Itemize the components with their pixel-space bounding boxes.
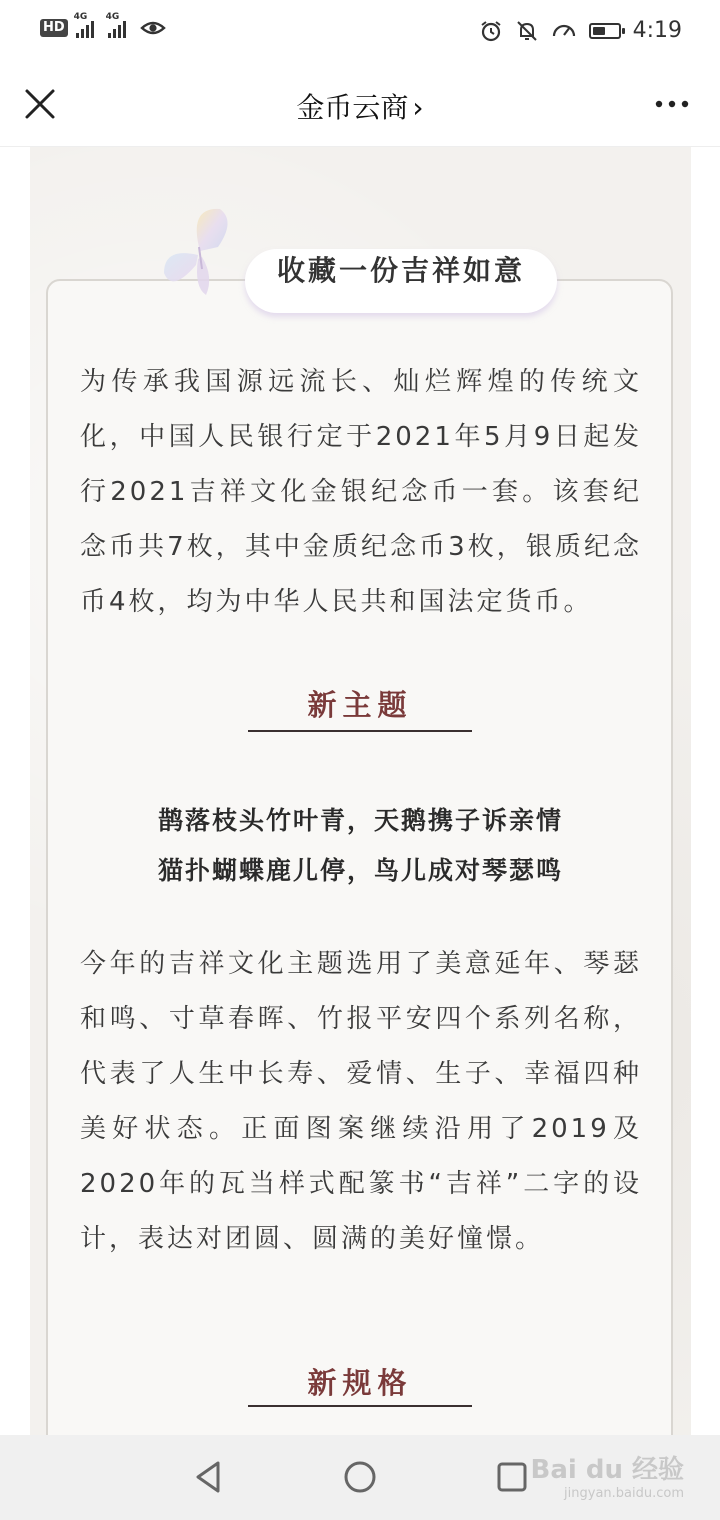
back-icon[interactable]	[188, 1457, 228, 1497]
status-bar	[0, 0, 720, 62]
signal-icon	[73, 12, 94, 38]
signal-network-label: 4G	[105, 12, 120, 22]
battery-icon	[589, 23, 621, 39]
hd-badge: HD	[40, 19, 68, 37]
section-title-new-theme: 新主题	[307, 688, 413, 722]
article-header-title: 收藏一份吉祥如意	[245, 249, 557, 313]
system-nav-bar	[0, 1435, 720, 1520]
butterfly-icon	[158, 207, 238, 303]
alarm-icon	[479, 19, 503, 43]
status-left	[40, 12, 166, 38]
watermark	[531, 1449, 685, 1501]
poem-line: 猫扑蝴蝶鹿儿停，鸟儿成对琴瑟鸣	[157, 856, 563, 885]
status-time: 4:19	[632, 18, 682, 43]
home-icon[interactable]	[340, 1457, 380, 1497]
speedometer-icon	[551, 19, 577, 43]
recent-apps-icon[interactable]	[492, 1457, 532, 1497]
page-title-text: 金币云商	[296, 91, 409, 124]
watermark-logo: Bai du 经验	[530, 1455, 684, 1485]
mute-bell-icon	[515, 19, 539, 43]
status-right	[479, 18, 682, 43]
section-divider	[248, 1405, 472, 1407]
section-divider	[248, 730, 472, 732]
article-content	[30, 147, 691, 1435]
poem-line: 鹊落枝头竹叶青，天鹅携子诉亲情	[157, 806, 563, 835]
page-title[interactable]	[0, 86, 720, 126]
eye-icon	[140, 18, 166, 38]
section-title-new-spec: 新规格	[307, 1366, 413, 1400]
signal-icon	[105, 12, 126, 38]
chevron-right-icon: ›	[412, 91, 424, 124]
more-options-icon[interactable]	[654, 92, 690, 116]
intro-paragraph: 为传承我国源远流长、灿烂辉煌的传统文化，中国人民银行定于2021年5月9日起发行2021吉祥文化金银纪念币一套。该套纪念币共7枚，其中金质纪念币3枚，银质纪念币4枚，均为中华人民共和国法定货币。	[80, 367, 642, 617]
theme-paragraph: 今年的吉祥文化主题选用了美意延年、琴瑟和鸣、寸草春晖、竹报平安四个系列名称，代表了人生中长寿、爱情、生子、幸福四种美好状态。正面图案继续沿用了2019及2020年的瓦当样式配篆书“吉祥”二字的设计，表达对团圆、圆满的美好憧憬。	[80, 949, 642, 1254]
title-bar	[0, 62, 720, 147]
watermark-url: jingyan.baidu.com	[564, 1486, 684, 1501]
signal-network-label: 4G	[73, 12, 88, 22]
